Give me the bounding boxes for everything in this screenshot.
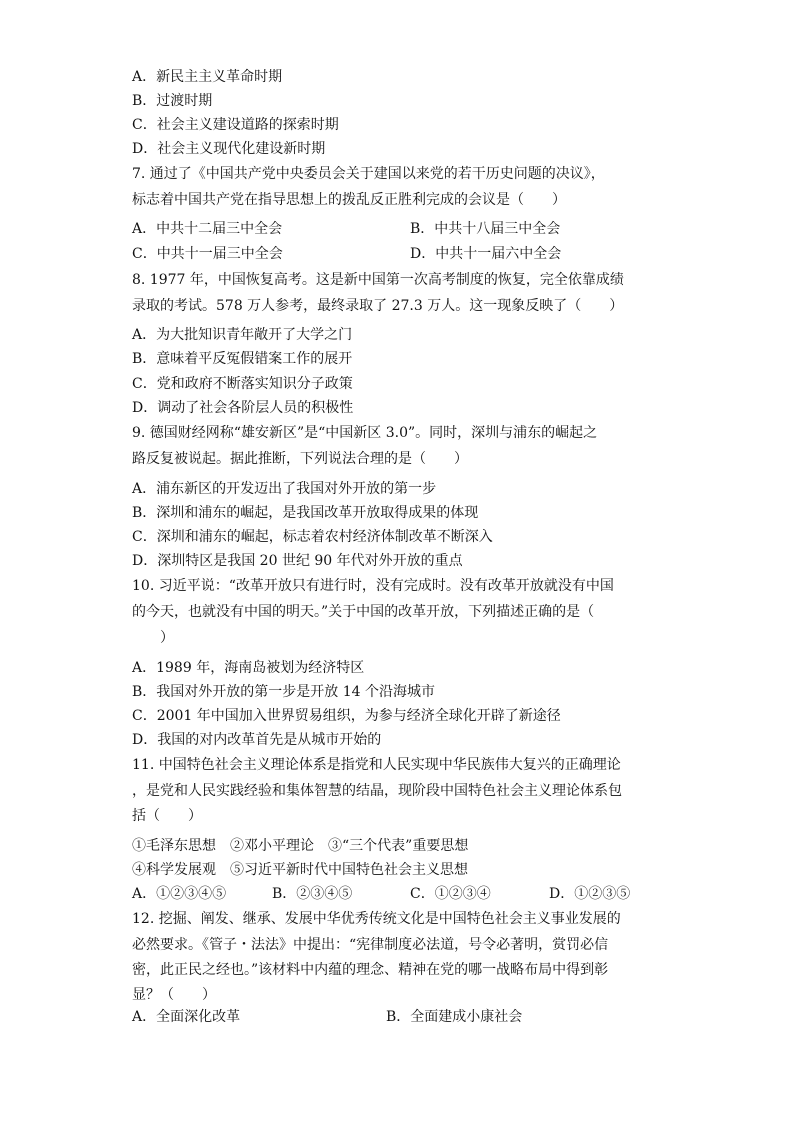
q7-option-d: D．中共十一届六中全会 — [410, 246, 562, 262]
q9-option-a: A．浦东新区的开发迈出了我国对外开放的第一步 — [132, 481, 437, 497]
q12-stem-line-3: 密，此正民之经也。”该材料中内蕴的理念、精神在党的哪一战略布局中得到彰 — [132, 962, 609, 978]
q10-option-c: C．2001 年中国加入世界贸易组织，为参与经济全球化开辟了新途径 — [132, 708, 561, 724]
q9-option-c: C．深圳和浦东的崛起，标志着农村经济体制改革不断深入 — [132, 529, 493, 545]
q12-stem-line-1: 12. 挖掘、阐发、继承、发展中华优秀传统文化是中国特色社会主义事业发展的 — [132, 911, 621, 927]
q8-option-b: B．意味着平反冤假错案工作的展开 — [132, 351, 353, 367]
q11-stem-line-1: 11. 中国特色社会主义理论体系是指党和人民实现中华民族伟大复兴的正确理论 — [132, 757, 621, 773]
q9-option-b: B．深圳和浦东的崛起，是我国改革开放取得成果的体现 — [132, 505, 479, 521]
q8-option-a: A．为大批知识青年敞开了大学之门 — [132, 327, 353, 343]
q10-option-a: A．1989 年，海南岛被划为经济特区 — [132, 660, 365, 676]
q6-option-b: B．过渡时期 — [132, 93, 213, 109]
q11-option-c: C．①②③④ — [410, 886, 491, 902]
q7-stem-line-2: 标志着中国共产党在指导思想上的拨乱反正胜利完成的会议是（ ） — [132, 192, 566, 208]
q10-option-d: D．我国的对内改革首先是从城市开始的 — [132, 732, 382, 748]
q6-option-c: C．社会主义建设道路的探索时期 — [132, 117, 339, 133]
q6-option-d: D．社会主义现代化建设新时期 — [132, 141, 326, 157]
q11-option-d: D．①②③⑤ — [549, 886, 631, 902]
q10-option-b: B．我国对外开放的第一步是开放 14 个沿海城市 — [132, 684, 436, 700]
q8-stem-line-2: 录取的考试。578 万人参考，最终录取了 27.3 万人。这一现象反映了（ ） — [132, 298, 624, 314]
q12-stem-line-4: 显？（ ） — [132, 987, 216, 1003]
q6-option-a: A．新民主主义革命时期 — [132, 69, 283, 85]
q9-stem-line-2: 路反复被说起。据此推断，下列说法合理的是（ ） — [132, 451, 468, 467]
q7-option-c: C．中共十一届三中全会 — [132, 246, 283, 262]
q12-option-a: A．全面深化改革 — [132, 1009, 241, 1025]
q10-stem-line-2: 的今天，也就没有中国的明天。”关于中国的改革开放，下列描述正确的是（ — [132, 604, 595, 620]
q11-stem-line-3: 括（ ） — [132, 808, 202, 824]
q8-option-d: D．调动了社会各阶层人员的积极性 — [132, 400, 354, 416]
q11-option-a: A．①②③④⑤ — [132, 886, 227, 902]
q9-stem-line-1: 9. 德国财经网称“雄安新区”是“中国新区 3.0”。同时，深圳与浦东的崛起之 — [132, 425, 598, 441]
q9-option-d: D．深圳特区是我国 20 世纪 90 年代对外开放的重点 — [132, 553, 463, 569]
q12-option-b: B．全面建成小康社会 — [386, 1009, 523, 1025]
q11-items-line-1: ①毛泽东思想 ②邓小平理论 ③“三个代表”重要思想 — [132, 838, 469, 854]
q7-option-a: A．中共十二届三中全会 — [132, 221, 283, 237]
q12-stem-line-2: 必然要求。《管子・法法》中提出：“宪律制度必法道，号令必著明，赏罚必信 — [132, 937, 609, 953]
q8-stem-line-1: 8. 1977 年，中国恢复高考。这是新中国第一次高考制度的恢复，完全依靠成绩 — [132, 272, 624, 288]
q11-option-b: B．②③④⑤ — [272, 886, 353, 902]
q8-option-c: C．党和政府不断落实知识分子政策 — [132, 376, 353, 392]
q7-stem-line-1: 7. 通过了《中国共产党中央委员会关于建国以来党的若干历史问题的决议》， — [132, 166, 605, 182]
q11-stem-line-2: ，是党和人民实践经验和集体智慧的结晶，现阶段中国特色社会主义理论体系包 — [132, 783, 622, 799]
q11-items-line-2: ④科学发展观 ⑤习近平新时代中国特色社会主义思想 — [132, 862, 468, 878]
q7-option-b: B．中共十八届三中全会 — [410, 221, 561, 237]
q10-stem-line-1: 10. 习近平说：“改革开放只有进行时，没有完成时。没有改革开放就没有中国 — [132, 578, 614, 594]
q10-stem-line-3: ） — [132, 630, 174, 646]
